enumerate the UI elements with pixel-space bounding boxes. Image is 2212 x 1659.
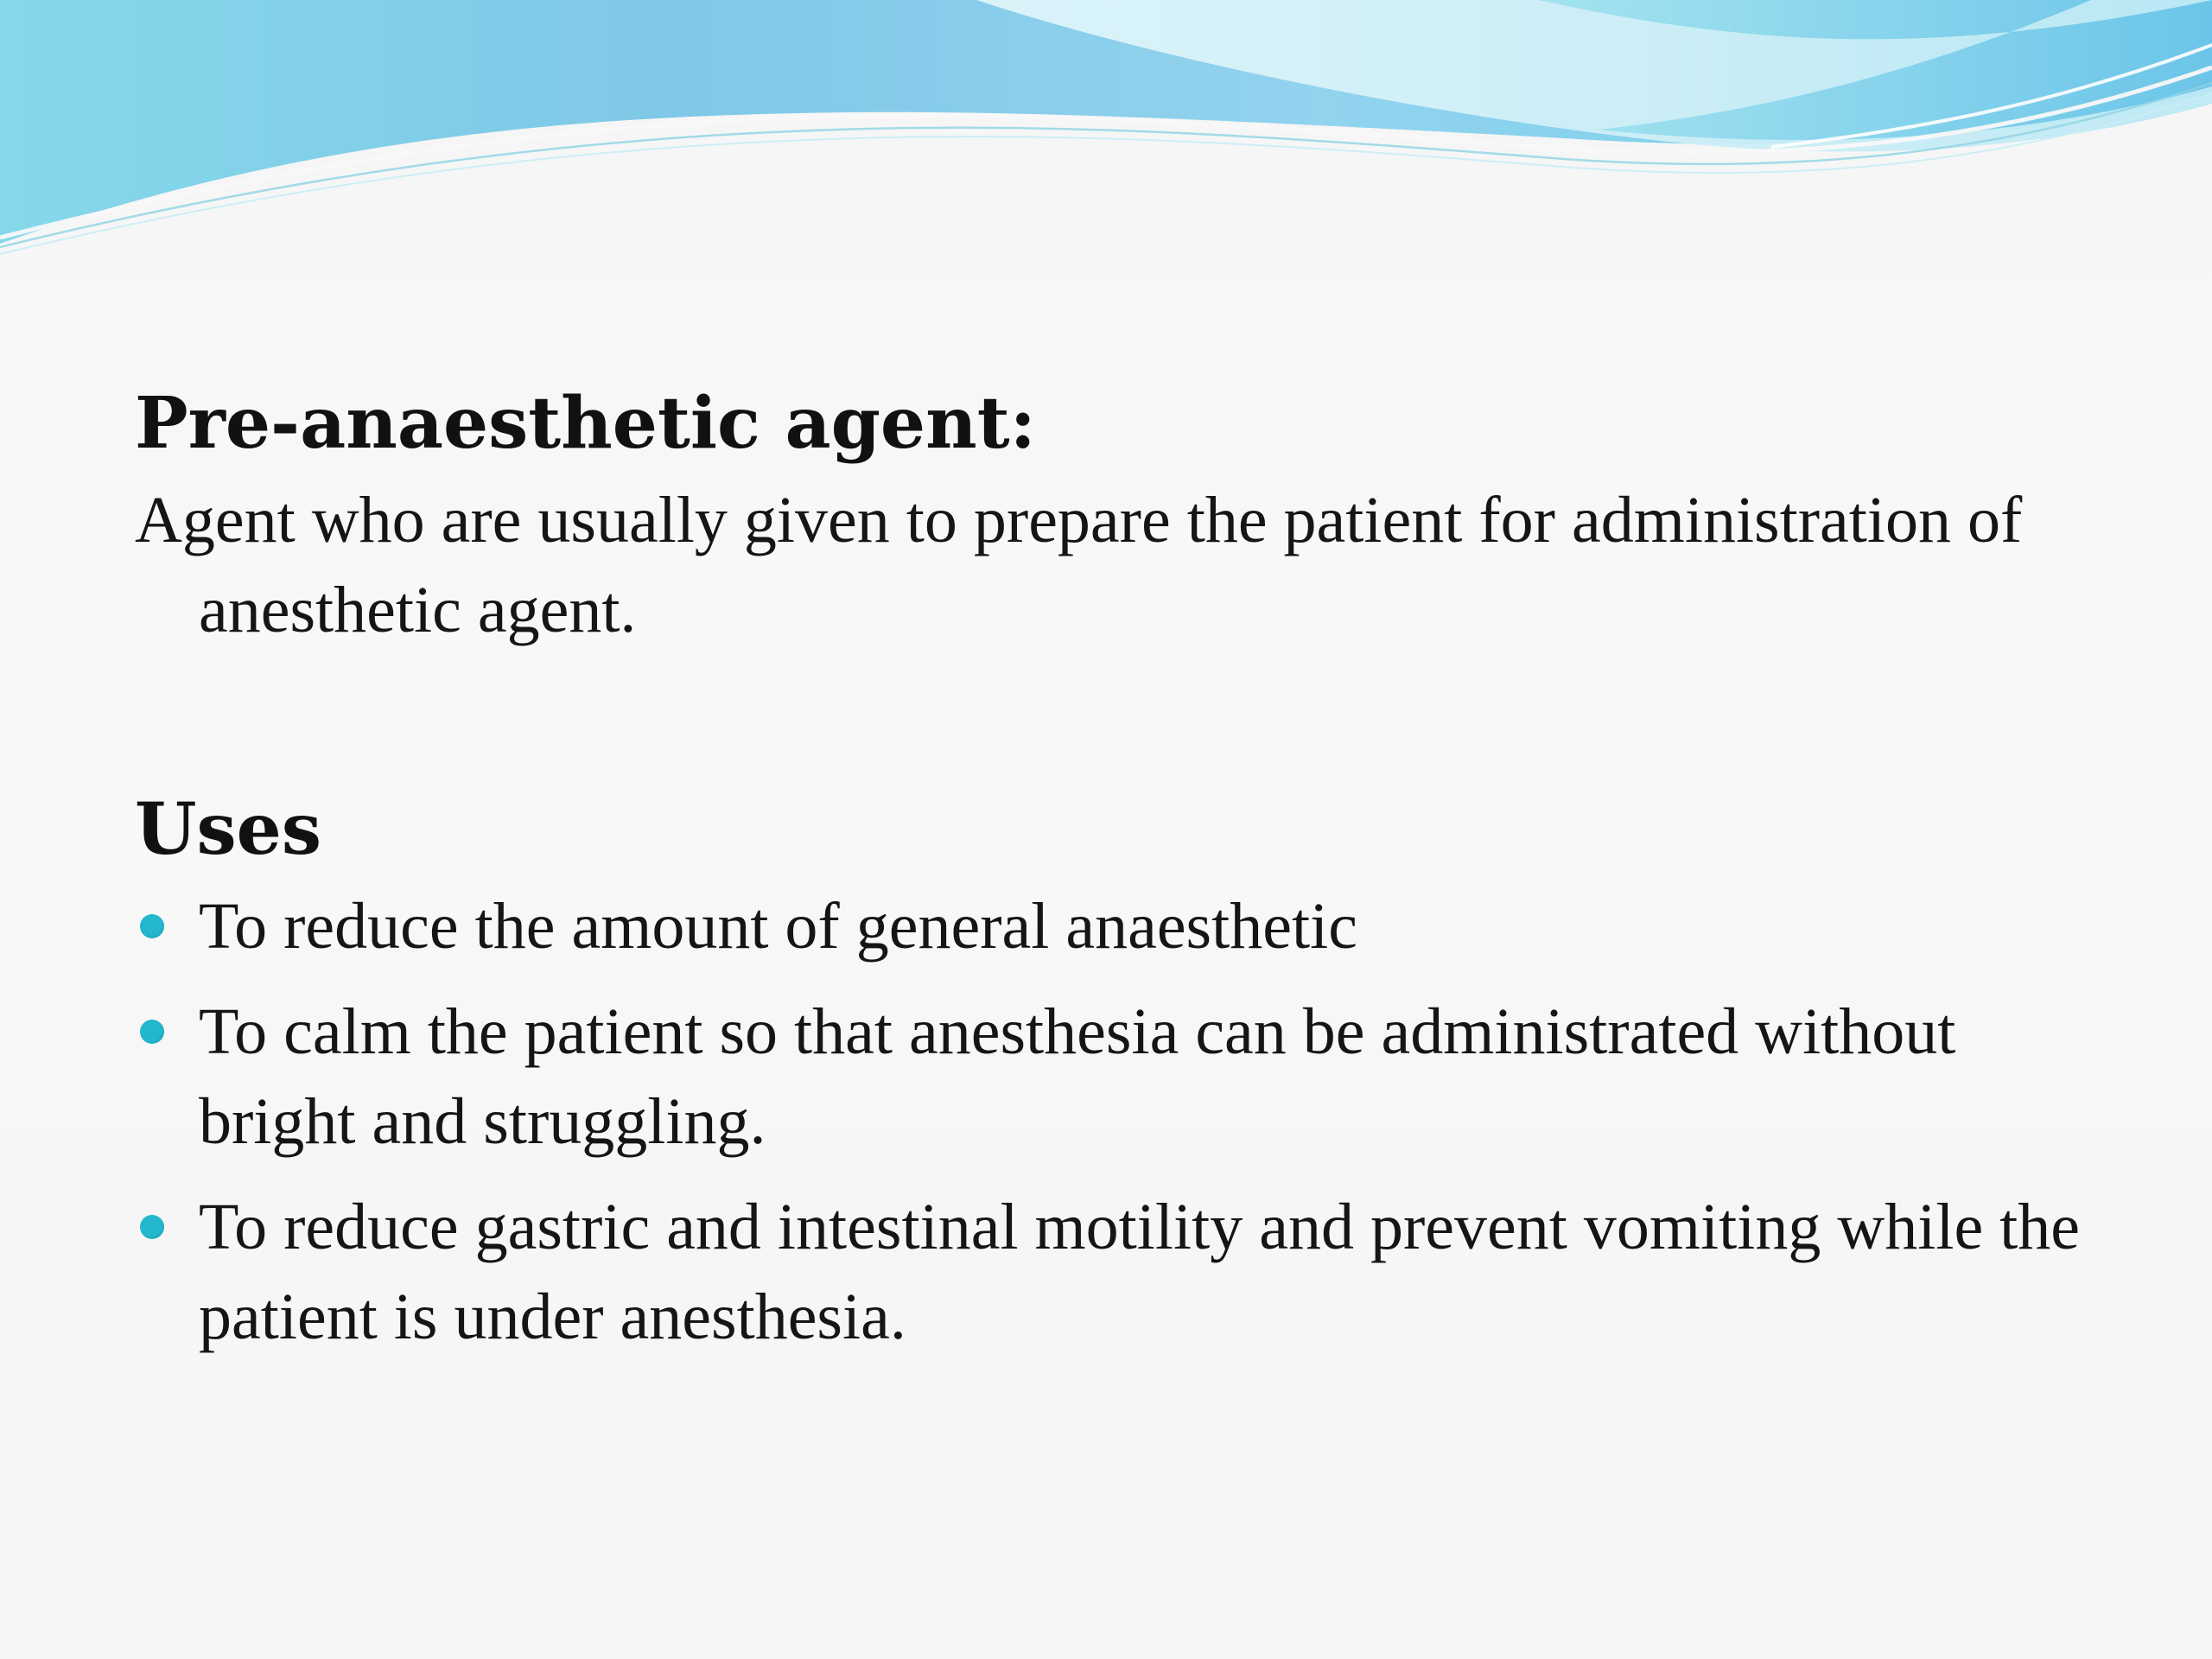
bullet-text: To reduce the amount of general anaesthetic [199,890,1357,963]
uses-heading: Uses [135,788,322,871]
bullet-text: To reduce gastric and intestinal motility and prevent vomiting while the patient is under anesthesia. [199,1191,2081,1353]
bullet-item [135,1182,2105,1362]
definition-text: Agent who are usually given to prepare the patient for administration of anesthetic agent. [135,484,2023,646]
slide-content [135,372,2105,1362]
bullet-dot-icon [140,1020,164,1044]
uses-bullet-list [135,881,2105,1362]
bullet-item [135,987,2105,1166]
slide-title: Pre-anaesthetic agent: [135,382,1036,465]
bullet-dot-icon [140,914,164,938]
bullet-text: To calm the patient so that anesthesia can be administrated without bright and struggling. [199,995,1956,1158]
bullet-item [135,881,2105,971]
bullet-dot-icon [140,1215,164,1239]
header-wave-decoration [0,0,2212,259]
